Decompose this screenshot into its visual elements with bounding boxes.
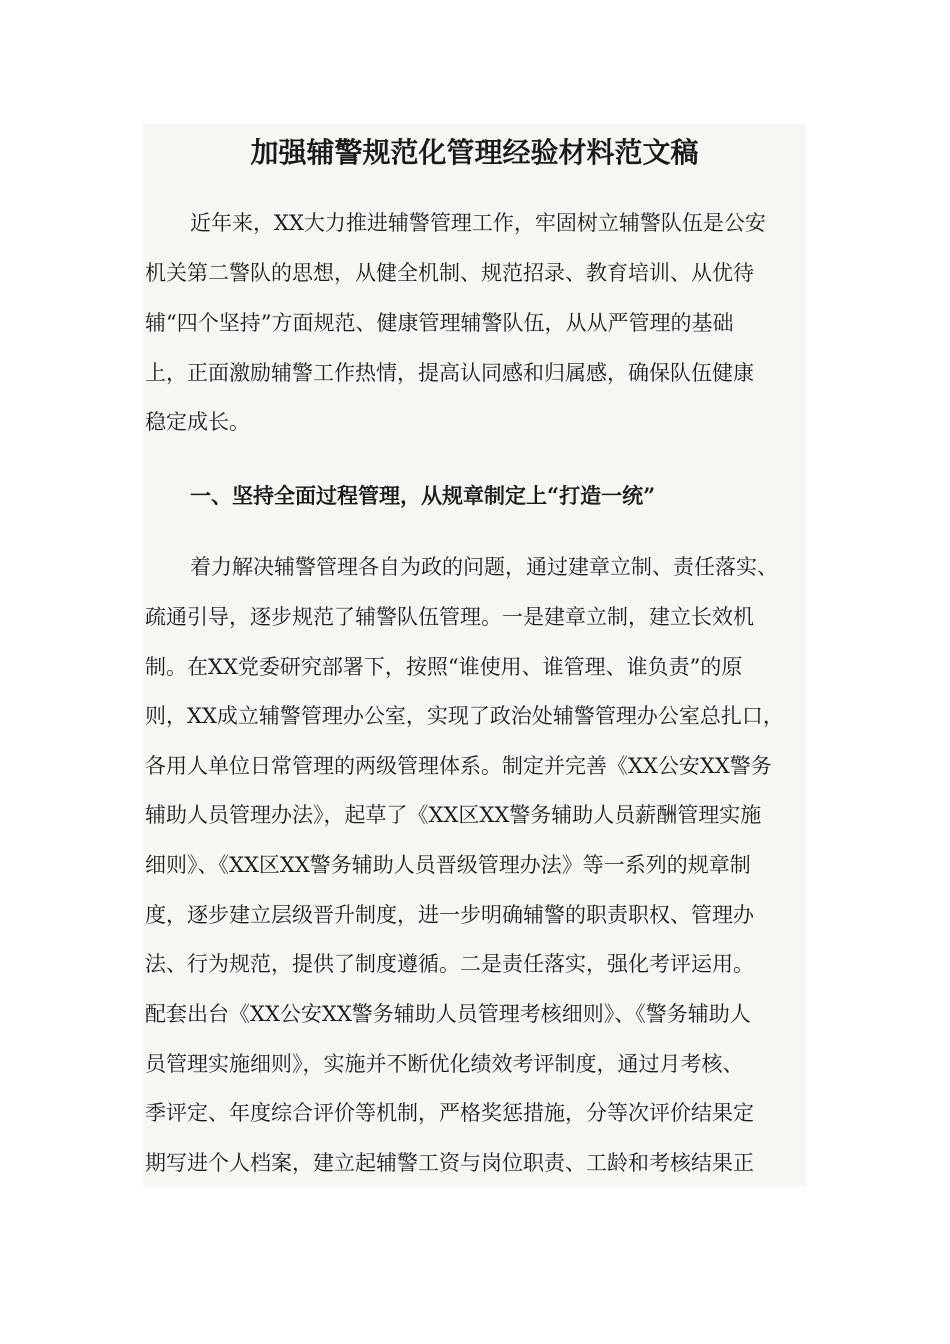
body-line: 度，逐步建立层级晋升制度，进一步明确辅警的职责职权、管理办	[145, 903, 754, 927]
body-line: 细则》、《XX区XX警务辅助人员晋级管理办法》等一系列的规章制	[145, 853, 751, 877]
body-line: 配套出台《XX公安XX警务辅助人员管理考核细则》、《警务辅助人	[145, 1002, 751, 1026]
body-line: 则，XX成立辅警管理办公室，实现了政治处辅警管理办公室总扎口，	[145, 704, 784, 728]
body-line: 着力解决辅警管理各自为政的问题，通过建章立制、责任落实、	[190, 555, 778, 579]
intro-line: 稳定成长。	[145, 410, 250, 434]
intro-line: 辅“四个坚持”方面规范、健康管理辅警队伍，从从严管理的基础	[145, 311, 734, 335]
body-line: 法、行为规范，提供了制度遵循。二是责任落实，强化考评运用。	[145, 952, 754, 976]
body-line: 疏通引导，逐步规范了辅警队伍管理。一是建章立制，建立长效机	[145, 605, 754, 629]
body-line: 期写进个人档案，建立起辅警工资与岗位职责、工龄和考核结果正	[145, 1151, 754, 1175]
body-line: 辅助人员管理办法》，起草了《XX区XX警务辅助人员薪酬管理实施	[145, 803, 762, 827]
body-line: 各用人单位日常管理的两级管理体系。制定并完善《XX公安XX警务	[145, 754, 772, 778]
intro-line: 近年来，XX大力推进辅警管理工作，牢固树立辅警队伍是公安	[190, 211, 766, 235]
intro-line: 上，正面激励辅警工作热情，提高认同感和归属感，确保队伍健康	[145, 361, 754, 385]
section-heading: 一、坚持全面过程管理，从规章制定上“打造一统”	[190, 483, 656, 508]
body-line: 制。在XX党委研究部署下，按照“谁使用、谁管理、谁负责”的原	[145, 655, 743, 679]
body-line: 季评定、年度综合评价等机制，严格奖惩措施，分等次评价结果定	[145, 1101, 754, 1125]
intro-line: 机关第二警队的思想，从健全机制、规范招录、教育培训、从优待	[145, 261, 754, 285]
document-title: 加强辅警规范化管理经验材料范文稿	[250, 136, 699, 169]
body-line: 员管理实施细则》，实施并不断优化绩效考评制度，通过月考核、	[145, 1052, 744, 1076]
